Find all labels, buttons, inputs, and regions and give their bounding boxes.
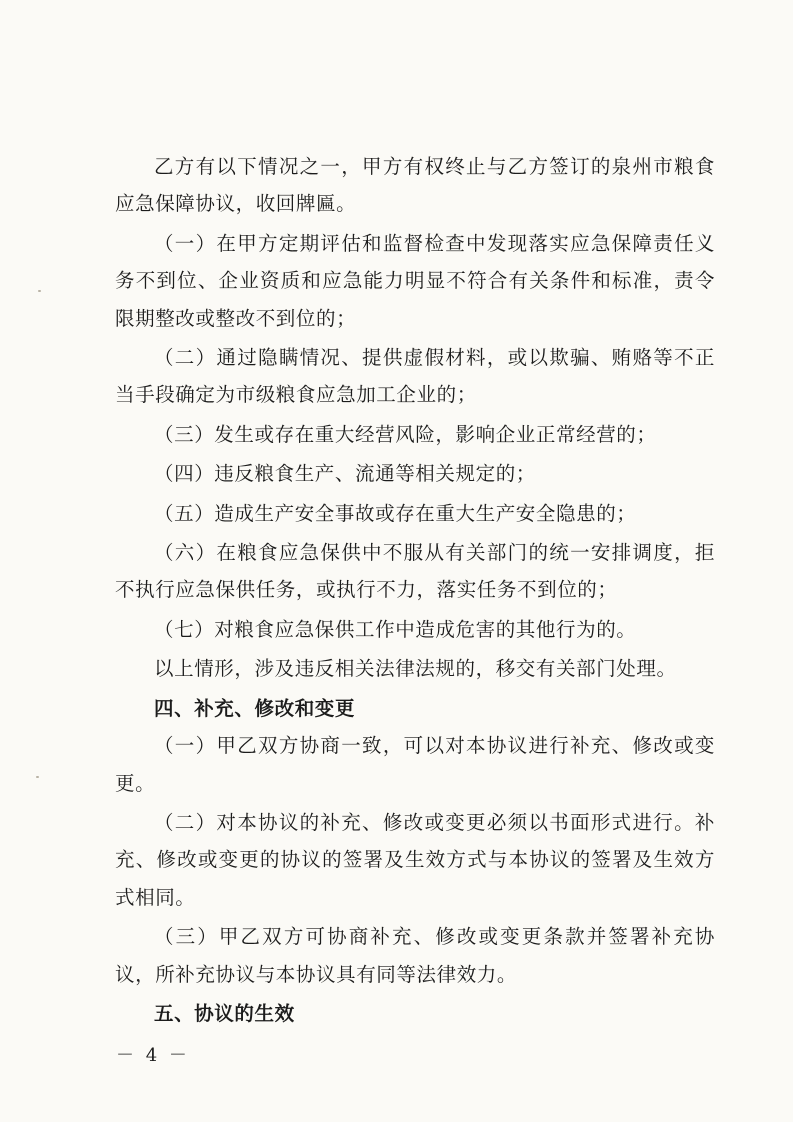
paragraph-termination-intro: 乙方有以下情况之一，甲方有权终止与乙方签订的泉州市粮食应急保障协议，收回牌匾。 [115,155,715,216]
paragraph-amendment-1: （一）甲乙双方协商一致，可以对本协议进行补充、修改或变更。 [115,734,715,795]
paragraph-clause-2: （二）通过隐瞒情况、提供虚假材料，或以欺骗、贿赂等不正当手段确定为市级粮食应急加工企业的； [115,346,715,407]
paragraph-amendment-3: （三）甲乙双方可协商补充、修改或变更条款并签署补充协议，所补充协议与本协议具有同等法律效力。 [115,925,715,986]
paragraph-clause-4: （四）违反粮食生产、流通等相关规定的； [154,462,536,486]
document-body [115,148,715,1032]
paragraph-amendment-2: （二）对本协议的补充、修改或变更必须以书面形式进行。补充、修改或变更的协议的签署及生效方式与本协议的签署及生效方式相同。 [115,810,715,909]
paragraph-clause-1: （一）在甲方定期评估和监督检查中发现落实应急保障责任义务不到位、企业资质和应急能力明显不符合有关条件和标准，责令限期整改或整改不到位的； [115,231,715,330]
paragraph-legal-referral: 以上情形，涉及违反相关法律法规的，移交有关部门处理。 [154,657,677,681]
paragraph-clause-6: （六）在粮食应急保供中不服从有关部门的统一安排调度，拒不执行应急保供任务，或执行不力，落实任务不到位的； [115,541,715,602]
paragraph-clause-7: （七）对粮食应急保供工作中造成危害的其他行为的。 [154,617,637,641]
paragraph-clause-3: （三）发生或存在重大经营风险，影响企业正常经营的； [154,422,657,446]
page-number: － 4 － [116,1045,190,1066]
section-heading-amendment: 四、补充、修改和变更 [154,696,356,720]
section-heading-effectiveness: 五、协议的生效 [154,1001,295,1025]
paragraph-clause-5: （五）造成生产安全事故或存在重大生产安全隐患的； [154,501,637,525]
scan-speck [36,776,39,778]
scan-speck [38,290,41,292]
